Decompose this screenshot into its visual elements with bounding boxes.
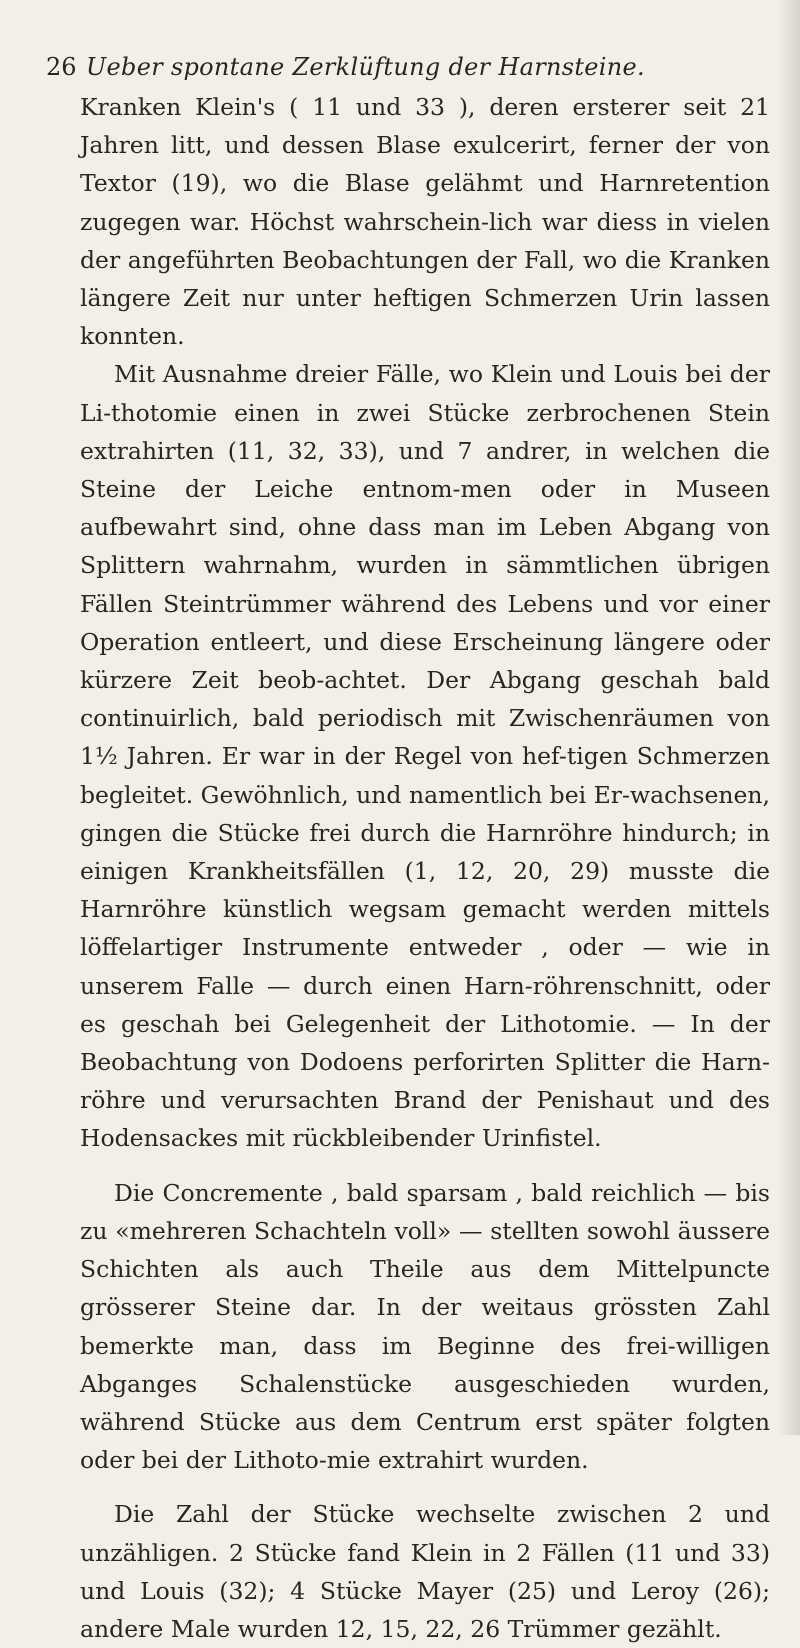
paragraph-stone-count: Die Zahl der Stücke wechselte zwischen 2 und unzähligen. 2 Stücke fand Klein in 2 Fällen (11 und 33) und Louis (32); 4 Stücke Mayer (25) und Leroy (26); andere Male wurden 12, 15, 22, 26 Trümmer gezählt. <box>80 1500 770 1643</box>
paragraph-continuation: Kranken Klein's ( 11 und 33 ), deren ersterer seit 21 Jahren litt, und dessen Blase exulcerirt, ferner der von Textor (19), wo die Blase gelähmt und Harnretention zugegen war. Höchst wahrschein-lich war diess in vielen der angeführten Beobachtungen der Fall, wo die Kranken längere Zeit nur unter heftigen Schmerzen Urin lassen konnten. <box>80 93 770 351</box>
paragraph-exceptions: Mit Ausnahme dreier Fälle, wo Klein und Louis bei der Li-thotomie einen in zwei Stücke zerbrochenen Stein extrahirten (11, 32, 33), und 7 andrer, in welchen die Steine der Leiche entnom-men oder in Museen aufbewahrt sind, ohne dass man im Leben Abgang von Splittern wahrnahm, wurden in sämmtlichen übrigen Fällen Steintrümmer während des Lebens und vor einer Operation entleert, und diese Erscheinung längere oder kürzere Zeit beob-achtet. Der Abgang geschah bald continuirlich, bald periodisch mit Zwischenräumen von 1½ Jahren. Er war in der Regel von hef-tigen Schmerzen begleitet. Gewöhnlich, und namentlich bei Er-wachsenen, gingen die Stücke frei durch die Harnröhre hindurch; in einigen Krankheitsfällen (1, 12, 20, 29) musste die Harnröhre künstlich wegsam gemacht werden mittels löffelartiger Instrumente entweder , oder — wie in unserem Falle — durch einen Harn-röhrenschnitt, oder es geschah bei Gelegenheit der Lithotomie. — In der Beobachtung von Dodoens perforirten Splitter die Harn-röhre und verursachten Brand der Penishaut und des Hodensackes mit rückbleibender Urinfistel. <box>80 360 770 1153</box>
page-header <box>46 50 766 84</box>
body-text <box>80 88 770 1648</box>
page-number: 26 <box>46 53 77 81</box>
paragraph-concremente: Die Concremente , bald sparsam , bald reichlich — bis zu «mehreren Schachteln voll» — stellten sowohl äussere Schichten als auch Theile aus dem Mittelpuncte grösserer Steine dar. In der weitaus grössten Zahl bemerkte man, dass im Beginne des frei-willigen Abganges Schalenstücke ausgeschieden wurden, während Stücke aus dem Centrum erst später folgten oder bei der Lithoto-mie extrahirt wurden. <box>80 1178 770 1475</box>
page-edge-shadow <box>778 0 800 1435</box>
running-title: Ueber spontane Zerklüftung der Harnsteine. <box>86 53 645 81</box>
